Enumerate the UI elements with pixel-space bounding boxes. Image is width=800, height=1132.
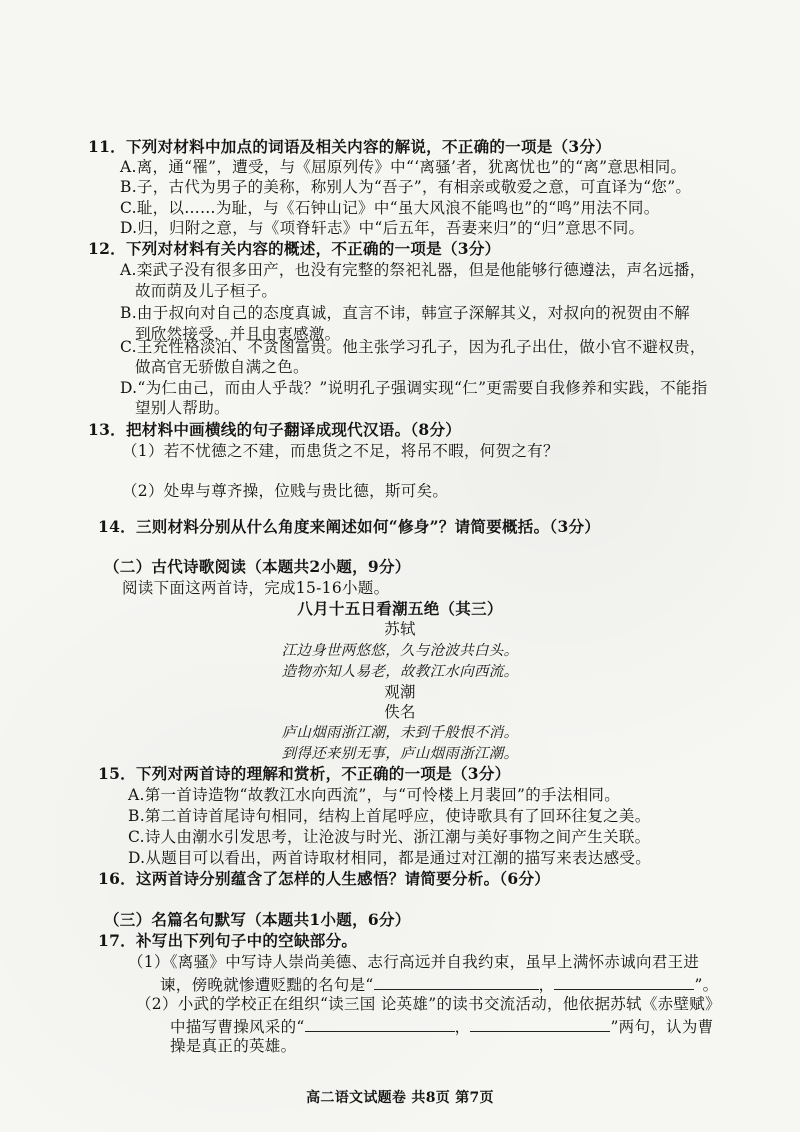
q17-part1-comma: ， [538, 976, 555, 994]
q11-option-b: B.子，古代为男子的美称，称别人为“吾子”，有相亲或敬爱之意，可直译为“您”。 [120, 178, 692, 196]
q17-part2-line3: 操是真正的英雄。 [170, 1037, 297, 1055]
poem1-author: 苏轼 [384, 620, 416, 638]
poem2-line-2: 到得还来别无事，庐山烟雨浙江潮。 [281, 746, 519, 762]
q17-part2-comma: ， [454, 1018, 471, 1036]
q17-part2-suffix: ”两句，认为曹 [610, 1018, 714, 1036]
q17-part2-line1: （2）小武的学校正在组织“读三国 论英雄”的读书交流活动，他依据苏轼《赤壁赋》 [136, 995, 721, 1013]
poem2-title: 观潮 [384, 683, 416, 701]
q12-option-b-line1: B.由于叔向对自己的态度真诚，直言不讳，韩宣子深解其义，对叔向的祝贺由不解 [120, 304, 690, 322]
q17-part1-line2 [160, 973, 718, 995]
q12-stem: 12．下列对材料有关内容的概述，不正确的一项是（3分） [88, 239, 501, 258]
q12-option-d-line2: 望别人帮助。 [135, 399, 230, 417]
poem1-line-1: 江边身世两悠悠，久与沧波共白头。 [281, 643, 519, 659]
section2-heading: （二）古代诗歌阅读（本题共2小题，9分） [104, 557, 411, 576]
q12-option-a-line2: 故而荫及儿子桓子。 [135, 282, 278, 300]
q12-option-c-line1: C.王充性格淡泊、不贪图富贵。他主张学习孔子，因为孔子出仕，做小官不避权贵， [120, 338, 706, 356]
q15-option-b: B.第二首诗首尾诗句相同，结构上首尾呼应，使诗歌具有了回环往复之美。 [128, 807, 651, 825]
q12-option-d-line1: D.“为仁由己，而由人乎哉？”说明孔子强调实现“仁”更需要自我修养和实践，不能指 [120, 379, 708, 397]
q17-part2-blank-2[interactable] [470, 1015, 610, 1032]
q14-stem: 14．三则材料分别从什么角度来阐述如何“修身”？请简要概括。（3分） [98, 517, 601, 536]
section3-heading: （三）名篇名句默写（本题共1小题，6分） [104, 910, 411, 929]
q17-part2-line2 [170, 1015, 713, 1037]
q17-part2-prefix: 中描写曹操风采的“ [170, 1018, 305, 1036]
q17-part1-blank-2[interactable] [554, 973, 694, 990]
q13-sentence-2: （2）处卑与尊齐操，位贱与贵比德，斯可矣。 [122, 482, 449, 500]
q12-option-c-line2: 做高官无骄傲自满之色。 [135, 358, 309, 376]
q11-option-d: D.归，归附之意，与《项脊轩志》中“后五年，吾妻来归”的“归”意思不同。 [120, 219, 645, 237]
q11-option-c: C.耻，以……为耻，与《石钟山记》中“虽大风浪不能鸣也”的“鸣”用法不同。 [120, 199, 660, 217]
q16-stem: 16．这两首诗分别蕴含了怎样的人生感悟？请简要分析。（6分） [98, 869, 551, 888]
poem1-line-2: 造物亦知人易老，故教江水向西流。 [281, 664, 519, 680]
q17-stem: 17．补写出下列句子中的空缺部分。 [98, 931, 358, 950]
q13-stem: 13．把材料中画横线的句子翻译成现代汉语。（8分） [88, 420, 462, 439]
q12-option-a-line1: A.栾武子没有很多田产，也没有完整的祭祀礼器，但是他能够行德遵法，声名远播， [120, 261, 706, 279]
q15-option-c: C.诗人由潮水引发思考，让沧波与时光、浙江潮与美好事物之间产生关联。 [128, 828, 651, 846]
poem1-title: 八月十五日看潮五绝（其三） [297, 599, 503, 618]
q13-sentence-1: （1）若不忧德之不建，而患货之不足，将吊不暇，何贺之有？ [122, 442, 559, 460]
page-footer: 高二语文试题卷 共8页 第7页 [306, 1090, 494, 1106]
q15-option-a: A.第一首诗造物“故教江水向西流”，与“可怜楼上月裴回”的手法相同。 [128, 786, 621, 804]
q17-part1-suffix: ”。 [694, 976, 719, 994]
q17-part2-blank-1[interactable] [305, 1015, 455, 1032]
poem2-author: 佚名 [384, 703, 416, 721]
q17-part1-prefix: 谏，傍晚就惨遭贬黜的名句是“ [160, 976, 374, 994]
q15-option-d: D.从题目可以看出，两首诗取材相同，都是通过对江潮的描写来表达感受。 [128, 849, 652, 867]
q17-part1-line1: （1）《离骚》中写诗人崇尚美德、志行高远并自我约束，虽早上满怀赤诚向君王进 [128, 953, 700, 971]
q11-option-a: A.离，通“罹”，遭受，与《屈原列传》中“‘离骚’者，犹离忧也”的“离”意思相同。 [120, 158, 687, 176]
poem2-line-1: 庐山烟雨浙江潮，未到千般恨不消。 [281, 725, 519, 741]
q15-stem: 15．下列对两首诗的理解和赏析，不正确的一项是（3分） [98, 764, 511, 783]
q12-option-b-line2: 到欣然接受，并且由衷感激。 [135, 325, 341, 343]
section2-intro: 阅读下面这两首诗，完成15-16小题。 [122, 579, 390, 597]
q17-part1-blank-1[interactable] [374, 973, 539, 990]
q11-stem: 11．下列对材料中加点的词语及相关内容的解说，不正确的一项是（3分） [88, 137, 612, 156]
